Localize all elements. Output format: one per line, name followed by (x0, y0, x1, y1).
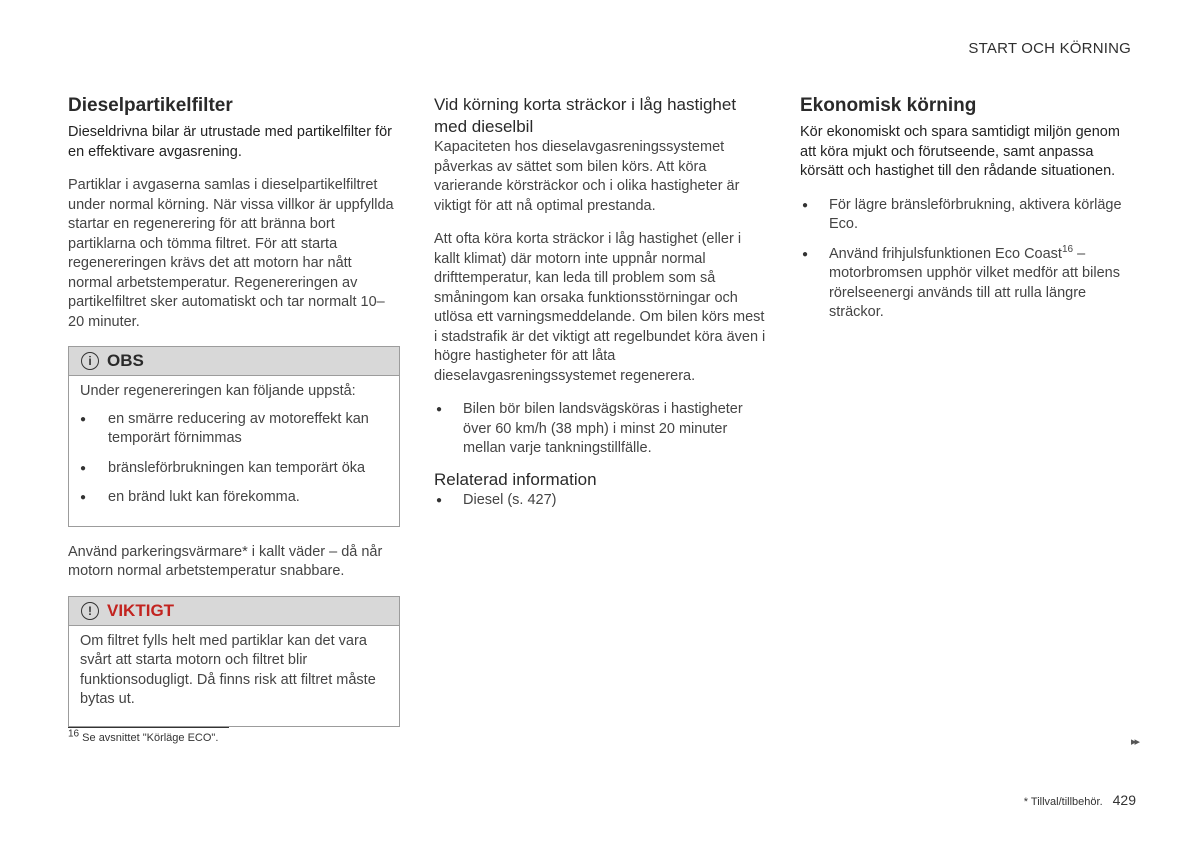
viktigt-title: VIKTIGT (107, 600, 175, 620)
lead-paragraph: Dieseldrivna bilar är utrustade med partikelfilter för en effektivare avgasrening. (68, 124, 392, 160)
footnote (68, 728, 219, 744)
obs-note-box (68, 346, 400, 527)
obs-intro: Under regenereringen kan följande uppstå: (80, 383, 356, 399)
double-arrow-right-icon: ▸▸ (1130, 736, 1138, 748)
viktigt-text: Om filtret fylls helt med partiklar kan det vara svårt att starta motorn och filtret blir funktionsodugligt. Då finns risk att filtret måste bytas ut. (80, 632, 376, 707)
economy-tips-list (800, 196, 1135, 323)
body-paragraph: Kapaciteten hos dieselavgasreningssystemet påverkas av sättet som bilen körs. Att köra varierande körsträckor och i olika hastigheter är viktigt för att nå optimal prestanda. (434, 139, 740, 214)
column-korta-strackor (434, 94, 766, 510)
footnote-number: 16 (68, 728, 80, 740)
heading-ekonomisk-korning: Ekonomisk körning (800, 95, 977, 116)
body-paragraph: Partiklar i avgaserna samlas i dieselpartikelfiltret under normal körning. När vissa villkor är uppfyllda startar en regenerering för att bränna bort partiklarna och tömma filtret. För att starta regenereringen krävs det att motorn har nått normal arbetstemperatur. Regenereringen av partikelfiltret sker automatiskt och tar normalt 10–20 minuter. (68, 177, 394, 330)
lead-paragraph: Kör ekonomiskt och spara samtidigt miljön genom att köra mjukt och förutseende, samt anpassa körsätt och hastighet till den rådande situationen. (800, 124, 1120, 179)
accessory-note: * Tillval/tillbehör. (1023, 796, 1103, 808)
list-item: ● bränsleförbrukningen kan temporärt öka (80, 459, 388, 479)
page-number: 429 (1112, 792, 1136, 808)
viktigt-warning-box (68, 596, 400, 727)
obs-title: OBS (107, 351, 144, 370)
column-dieselpartikelfilter (68, 94, 400, 743)
page-footer (1024, 792, 1136, 808)
list-item-text: – motorbromsen upphör vilket medför att bilens rörelseenergi används till att rulla längre sträckor. (829, 245, 1120, 320)
warning-icon: ! (81, 602, 99, 620)
heading-dieselpartikelfilter: Dieselpartikelfilter (68, 95, 233, 116)
body-paragraph: Att ofta köra korta sträckor i låg hastighet (eller i kallt klimat) där motorn inte uppnår normal drifttemperatur, kan leda till problem som så småningom kan orsaka funktionsstörningar och utlösa ett varningsmeddelande. Om bilen körs mest i stadstrafik är det viktigt att regelbundet köra även i högre hastigheter för att låta dieselavgasreningssystemet regenerera. (434, 231, 766, 384)
body-paragraph: Använd parkeringsvärmare* i kallt väder – då når motorn normal arbetstemperatur snabbare. (68, 543, 383, 579)
footnote-divider (68, 727, 229, 728)
list-item: ● en bränd lukt kan förekomma. (80, 488, 388, 508)
list-item (800, 245, 1135, 323)
advice-list (434, 400, 766, 459)
obs-note-header (69, 347, 399, 376)
section-title: START OCH KÖRNING (968, 40, 1131, 57)
footnote-ref: 16 (1061, 243, 1074, 255)
viktigt-header (69, 597, 399, 626)
obs-list (80, 410, 388, 508)
related-information-heading: Relaterad information (434, 469, 597, 489)
related-information-list (434, 491, 766, 511)
info-icon: i (81, 352, 99, 370)
column-ekonomisk-korning (800, 94, 1135, 333)
list-item: ● För lägre bränsleförbrukning, aktivera körläge Eco. (800, 196, 1135, 235)
heading-korta-strackor: Vid körning korta sträckor i låg hastighet med dieselbil (434, 95, 737, 136)
list-item-text: Använd frihjulsfunktionen Eco Coast (829, 245, 1062, 262)
footnote-text: Se avsnittet "Körläge ECO". (79, 732, 219, 744)
related-link-diesel[interactable]: ● Diesel (s. 427) (434, 491, 766, 511)
list-item: ● en smärre reducering av motoreffekt kan temporärt förnimmas (80, 410, 388, 449)
list-item: ● Bilen bör bilen landsvägsköras i hastigheter över 60 km/h (38 mph) i minst 20 minuter mellan varje tankningstillfälle. (434, 400, 766, 459)
